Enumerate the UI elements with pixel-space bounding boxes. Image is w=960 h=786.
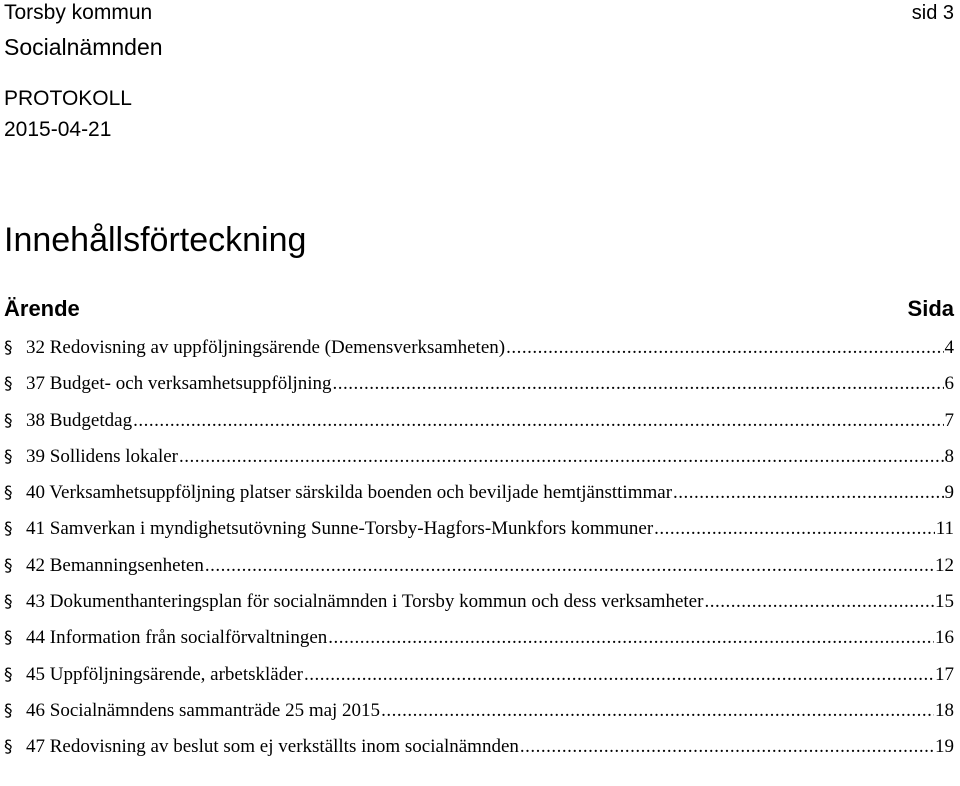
toc-entry-title: 42 Bemanningsenheten [26, 554, 204, 576]
toc-entry-title: 46 Socialnämndens sammanträde 25 maj 2015 [26, 699, 381, 721]
toc-entry-page: 6 [944, 373, 954, 395]
section-sign-icon: § [4, 700, 13, 721]
dot-leader [133, 407, 943, 435]
dot-leader [506, 334, 943, 362]
toc-title: Innehållsförteckning [4, 221, 307, 259]
document-date: 2015-04-21 [4, 118, 112, 141]
toc-entry-title: 41 Samverkan i myndighetsutövning Sunne-Torsby-Hagfors-Munkfors kommuner [26, 518, 654, 540]
toc-entry-page: 15 [935, 591, 954, 613]
dot-leader [654, 515, 935, 543]
toc-entry[interactable] [4, 515, 954, 551]
section-sign-icon: § [4, 374, 13, 395]
section-sign-icon: § [4, 338, 13, 358]
toc-entry[interactable] [4, 624, 954, 660]
column-header-page: Sida [907, 296, 954, 321]
toc-entry[interactable] [4, 661, 954, 697]
dot-leader [704, 588, 934, 616]
toc-entry-page: 9 [944, 482, 954, 504]
section-sign-icon: § [4, 737, 13, 758]
section-sign-icon: § [4, 592, 13, 613]
toc-entry-title: 32 Redovisning av uppföljningsärende (Demensverksamheten) [26, 337, 506, 358]
toc-entry-title: 40 Verksamhetsuppföljning platser särskilda boenden och beviljade hemtjänsttimmar [26, 482, 673, 504]
section-sign-icon: § [4, 519, 13, 540]
section-sign-icon: § [4, 446, 13, 467]
toc-entry-page: 11 [935, 518, 954, 540]
toc-entry-page: 4 [944, 337, 954, 358]
toc-entry-page: 7 [944, 409, 954, 431]
dot-leader [520, 733, 934, 761]
toc-entry-title: 38 Budgetdag [26, 409, 133, 431]
toc-entry[interactable] [4, 588, 954, 624]
municipality-name: Torsby kommun [4, 1, 153, 24]
section-sign-icon: § [4, 483, 13, 504]
toc-entry[interactable] [4, 334, 954, 370]
dot-leader [304, 661, 934, 689]
toc-entry[interactable] [4, 443, 954, 479]
toc-entry-title: 44 Information från socialförvaltningen [26, 627, 328, 649]
toc-entry-page: 16 [935, 627, 954, 649]
section-sign-icon: § [4, 628, 13, 649]
toc-entry[interactable] [4, 370, 954, 406]
dot-leader [673, 479, 943, 507]
page-label: sid 3 [911, 2, 954, 24]
section-sign-icon: § [4, 410, 13, 431]
toc-entry-page: 18 [935, 699, 954, 721]
toc-entry-title: 37 Budget- och verksamhetsuppföljning [26, 373, 332, 395]
dot-leader [333, 370, 944, 398]
toc-entry[interactable] [4, 697, 954, 733]
toc-list [4, 334, 954, 770]
committee-name: Socialnämnden [4, 34, 163, 60]
toc-entry-title: 43 Dokumenthanteringsplan för socialnämnden i Torsby kommun och dess verksamheter [26, 591, 704, 613]
dot-leader [179, 443, 944, 471]
document-type: PROTOKOLL [4, 87, 132, 110]
toc-entry[interactable] [4, 552, 954, 588]
section-sign-icon: § [4, 555, 13, 576]
dot-leader [205, 552, 934, 580]
toc-entry-page: 17 [935, 663, 954, 685]
dot-leader [381, 697, 934, 725]
toc-entry-title: 39 Sollidens lokaler [26, 445, 178, 467]
toc-entry[interactable] [4, 479, 954, 515]
toc-entry[interactable] [4, 407, 954, 443]
toc-entry-page: 8 [944, 445, 954, 467]
toc-entry-title: 47 Redovisning av beslut som ej verkställts inom socialnämnden [26, 736, 519, 758]
toc-entry-page: 12 [935, 554, 954, 576]
section-sign-icon: § [4, 664, 13, 685]
dot-leader [328, 624, 934, 652]
toc-entry-title: 45 Uppföljningsärende, arbetskläder [26, 663, 303, 685]
column-header-item: Ärende [4, 296, 80, 321]
toc-entry[interactable] [4, 733, 954, 769]
toc-entry-page: 19 [935, 736, 954, 758]
